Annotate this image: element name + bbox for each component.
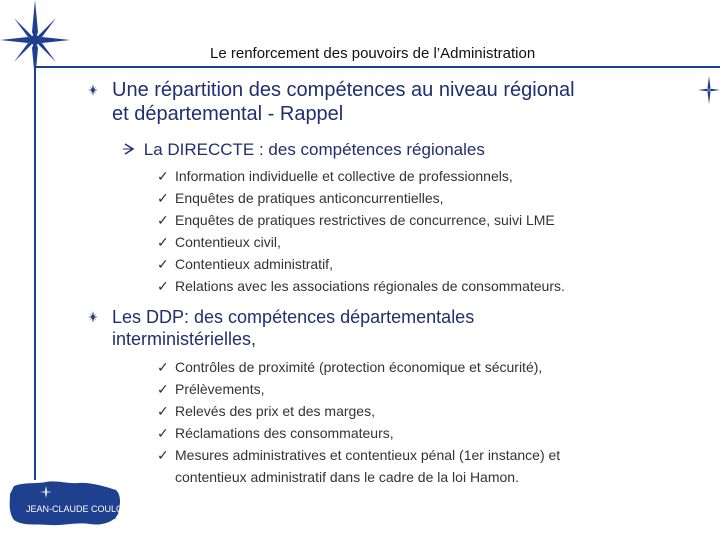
frame-horizontal-line [34, 66, 720, 68]
slide-title: Le renforcement des pouvoirs de l’Administration [210, 45, 536, 62]
check-icon: ✓ [157, 381, 169, 397]
section2-heading-line2: interministérielles, [112, 329, 257, 349]
check-icon: ✓ [157, 234, 169, 250]
section1-heading-line1: Une répartition des compétences au niveau régional [112, 79, 575, 101]
section2-list [157, 356, 560, 488]
section1-heading-line2: et départemental - Rappel [112, 103, 344, 125]
list-item: ✓ Information individuelle et collective de professionnels, [157, 165, 565, 187]
check-icon: ✓ [157, 190, 169, 206]
check-icon: ✓ [157, 168, 169, 184]
section1-subheading [123, 140, 485, 160]
section2-heading-line1: Les DDP: des compétences départementales [112, 307, 475, 327]
check-icon: ✓ [157, 403, 169, 419]
logo-name: JEAN-CLAUDE COULON [26, 504, 130, 514]
arrow-bullet-icon [123, 140, 139, 160]
check-icon: ✓ [157, 256, 169, 272]
check-icon: ✓ [157, 212, 169, 228]
check-icon: ✓ [157, 278, 169, 294]
check-icon: ✓ [157, 425, 169, 441]
section1-heading [112, 78, 575, 126]
logo-sub: et associés [86, 515, 117, 521]
list-item: ✓ Mesures administratives et contentieux pénal (1er instance) et [157, 444, 560, 466]
section1-list [157, 165, 565, 297]
list-item: ✓ Prélèvements, [157, 378, 560, 400]
check-icon: ✓ [157, 447, 169, 463]
section2-heading [112, 306, 474, 350]
list-item: ✓ Contrôles de proximité (protection économique et sécurité), [157, 356, 560, 378]
list-item-continuation: contentieux administratif dans le cadre de la loi Hamon. [175, 469, 519, 485]
list-item: ✓ Relevés des prix et des marges, [157, 400, 560, 422]
list-item: ✓ Relations avec les associations régionales de consommateurs. [157, 275, 565, 297]
check-icon: ✓ [157, 359, 169, 375]
list-item: ✓ Contentieux administratif, [157, 253, 565, 275]
list-item: ✓ Contentieux civil, [157, 231, 565, 253]
frame-vertical-line [34, 40, 36, 480]
star-bullet-icon [88, 311, 98, 323]
star-bullet-icon [88, 84, 98, 96]
list-item: ✓ Enquêtes de pratiques restrictives de concurrence, suivi LME [157, 209, 565, 231]
small-star-icon [698, 76, 720, 104]
list-item: ✓ Enquêtes de pratiques anticoncurrentielles, [157, 187, 565, 209]
corner-star-icon [0, 0, 70, 80]
section1-subheading-label: La DIRECCTE : des compétences régionales [143, 140, 485, 159]
list-item: ✓ Réclamations des consommateurs, [157, 422, 560, 444]
